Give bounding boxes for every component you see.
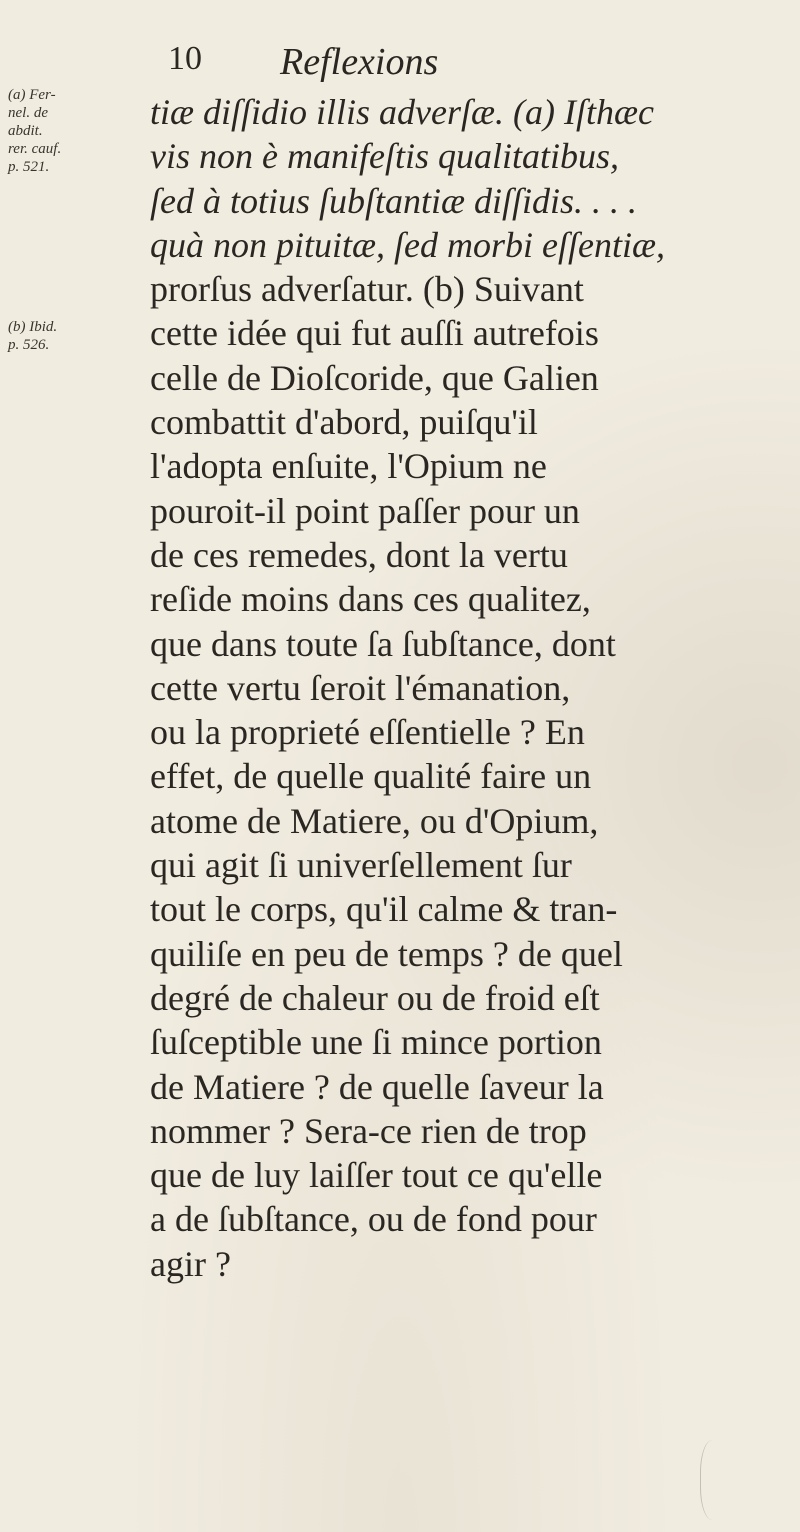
- marginal-line: rer. cauf.: [8, 141, 62, 157]
- text-line: vis non è manifeſtis qualitatibus,: [150, 136, 619, 177]
- page-number: 10: [168, 40, 202, 77]
- text-line: cette vertu ſeroit l'émanation,: [150, 667, 571, 708]
- text-line: ſuſceptible une ſi mince portion: [150, 1022, 602, 1063]
- text-line: reſide moins dans ces qualitez,: [150, 579, 591, 620]
- text-line: nommer ? Sera-ce rien de trop: [150, 1110, 587, 1151]
- marginal-note-b: [8, 318, 148, 354]
- text-line: de ces remedes, dont la vertu: [150, 534, 568, 575]
- text-line: que dans toute ſa ſubſtance, dont: [150, 623, 616, 664]
- text-line: de Matiere ? de quelle ſaveur la: [150, 1066, 604, 1107]
- text-line: celle de Dioſcoride, que Galien: [150, 357, 599, 398]
- marginal-line: p. 526.: [8, 337, 50, 353]
- page-header: [150, 40, 650, 90]
- marginal-line: nel. de: [8, 105, 48, 121]
- text-line: tout le corps, qu'il calme & tran-: [150, 889, 618, 930]
- text-line: combattit d'abord, puiſqu'il: [150, 402, 538, 443]
- marginal-line: (b) Ibid.: [8, 319, 58, 335]
- text-line: prorſus adverſatur. (b) Suivant: [150, 269, 584, 310]
- paper-stain: [700, 1440, 731, 1520]
- text-line: l'adopta enſuite, l'Opium ne: [150, 446, 547, 487]
- marginal-line: abdit.: [8, 123, 43, 139]
- text-line: a de ſubſtance, ou de fond pour: [150, 1199, 597, 1240]
- text-line: que de luy laiſſer tout ce qu'elle: [150, 1155, 603, 1196]
- text-line: atome de Matiere, ou d'Opium,: [150, 800, 599, 841]
- marginal-note-a: [8, 86, 148, 176]
- text-line: pouroit-il point paſſer pour un: [150, 490, 580, 531]
- running-title: Reflexions: [280, 41, 439, 83]
- text-line: quà non pituitæ, ſed morbi eſſentiæ,: [150, 224, 665, 265]
- text-line: agir ?: [150, 1243, 231, 1284]
- text-line: qui agit ſi univerſellement ſur: [150, 845, 572, 886]
- text-line: degré de chaleur ou de froid eſt: [150, 977, 600, 1018]
- text-line: cette idée qui fut auſſi autrefois: [150, 313, 599, 354]
- marginal-line: (a) Fer-: [8, 87, 56, 103]
- text-line: tiæ diſſidio illis adverſæ. (a) Iſthæc: [150, 92, 654, 132]
- text-line: ſed à totius ſubſtantiæ diſſidis. . . .: [150, 180, 638, 221]
- body-text: [150, 90, 790, 1286]
- text-line: quiliſe en peu de temps ? de quel: [150, 933, 623, 974]
- text-line: effet, de quelle qualité faire un: [150, 756, 592, 797]
- marginal-line: p. 521.: [8, 159, 50, 175]
- text-line: ou la proprieté eſſentielle ? En: [150, 712, 585, 753]
